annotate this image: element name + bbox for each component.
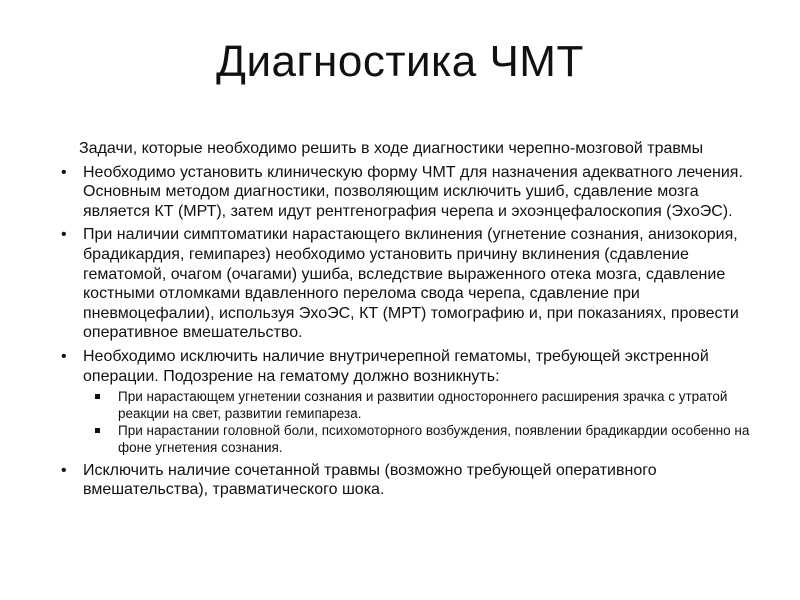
sub-bullet-text: При нарастании головной боли, психомоторного возбуждения, появлении брадикардии особенно на фоне угнетения сознания. xyxy=(118,423,750,455)
square-bullet-icon xyxy=(95,428,100,433)
bullet-dot-icon: • xyxy=(61,163,67,181)
slide-body xyxy=(61,139,759,500)
bullet-list xyxy=(61,163,759,500)
bullet-text: Исключить наличие сочетанной травмы (возможно требующей оперативного вмешательства), травматического шока. xyxy=(83,461,657,499)
bullet-dot-icon: • xyxy=(61,347,67,365)
bullet-item-2 xyxy=(58,225,759,343)
bullet-dot-icon: • xyxy=(61,226,67,244)
intro-text: Задачи, которые необходимо решить в ходе диагностики черепно-мозговой травмы xyxy=(79,140,704,157)
bullet-dot-icon: • xyxy=(61,461,67,479)
square-bullet-icon xyxy=(95,394,100,399)
bullet-text: Необходимо установить клиническую форму ЧМТ для назначения адекватного лечения. Основным методом диагностики, позволяющим исключить ушиб, сдавление мозга является КТ (МРТ), затем идут рентгенография черепа и эхоэнцефалоскопия (ЭхоЭС). xyxy=(83,163,743,220)
sub-bullet-text: При нарастающем угнетении сознания и развитии одностороннего расширения зрачка с утратой реакции на свет, развитии гемипареза. xyxy=(118,389,728,421)
bullet-item-1 xyxy=(58,163,759,222)
bullet-text: При наличии симптоматики нарастающего вклинения (угнетение сознания, анизокория, брадикардия, гемипарез) необходимо установить причину вклинения (сдавление гематомой, очагом (очагами) ушиба, вследствие выраженного отека мозга, сдавление костными отломками вдавленного перелома свода черепа, сдавление при пневмоцефалии), используя ЭхоЭС, КТ (МРТ) томографию и, при показаниях, провести оперативное вмешательство. xyxy=(83,226,739,342)
bullet-text: Необходимо исключить наличие внутричерепной гематомы, требующей экстренной операции. Подозрение на гематому должно возникнуть: xyxy=(83,347,709,385)
sub-bullet-list xyxy=(83,389,759,456)
sub-bullet-item-1 xyxy=(83,389,759,422)
bullet-item-4 xyxy=(58,461,759,500)
slide-title: Диагностика ЧМТ xyxy=(216,37,584,86)
sub-bullet-item-2 xyxy=(83,423,759,456)
bullet-item-3 xyxy=(58,347,759,457)
